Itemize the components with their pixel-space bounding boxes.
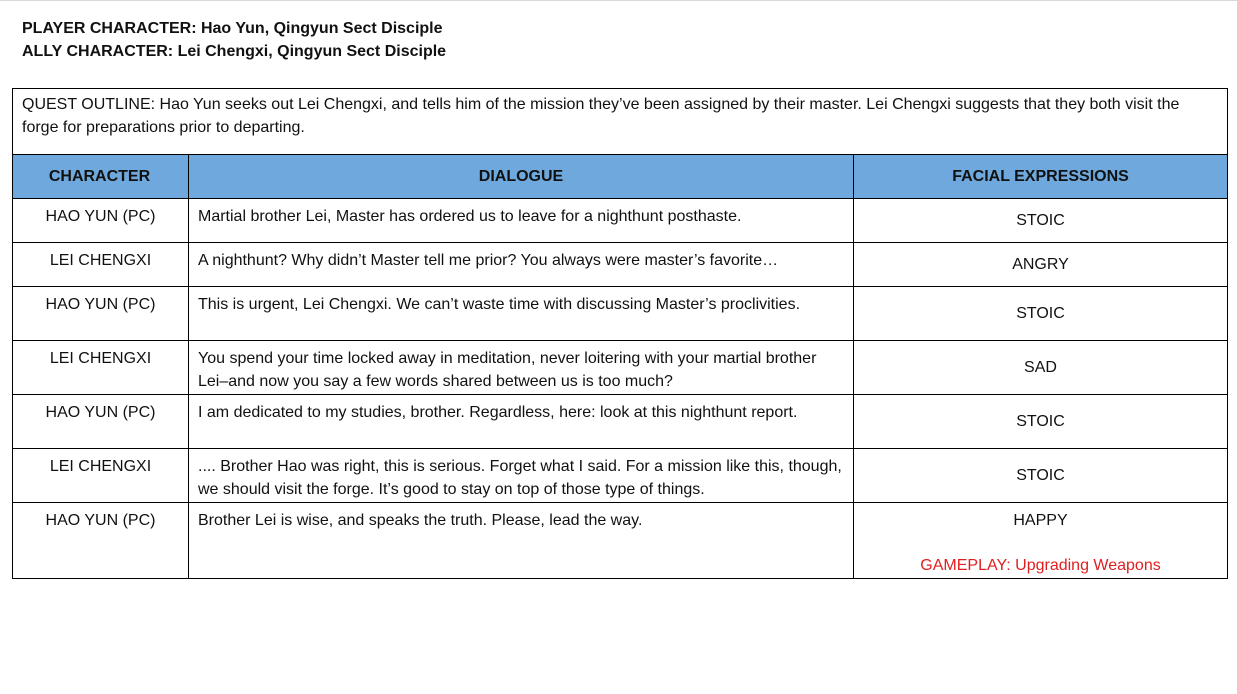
- table-header-row: [13, 155, 1228, 199]
- table-row: [13, 287, 1228, 341]
- expression-cell: STOIC: [854, 287, 1228, 341]
- expression-cell: STOIC: [854, 395, 1228, 449]
- gameplay-note: GAMEPLAY: Upgrading Weapons: [920, 557, 1161, 574]
- dialogue-cell: .... Brother Hao was right, this is serious. Forget what I said. For a mission like this, though, we should visit the forge. It’s good to stay on top of those type of things.: [189, 449, 854, 503]
- character-cell: HAO YUN (PC): [13, 199, 189, 243]
- character-cell: HAO YUN (PC): [13, 287, 189, 341]
- character-cell: LEI CHENGXI: [13, 449, 189, 503]
- expression-cell: ANGRY: [854, 243, 1228, 287]
- table-row: [13, 503, 1228, 579]
- column-header-dialogue: DIALOGUE: [189, 155, 854, 199]
- table-row: [13, 243, 1228, 287]
- character-cell: LEI CHENGXI: [13, 243, 189, 287]
- dialogue-cell: Brother Lei is wise, and speaks the truth. Please, lead the way.: [189, 503, 854, 579]
- table-row: [13, 341, 1228, 395]
- quest-outline: QUEST OUTLINE: Hao Yun seeks out Lei Chengxi, and tells him of the mission they’ve been assigned by their master. Lei Chengxi suggests that they both visit the forge for preparations prior to departing.: [13, 89, 1228, 155]
- character-cell: LEI CHENGXI: [13, 341, 189, 395]
- column-header-character: CHARACTER: [13, 155, 189, 199]
- quest-outline-row: [13, 89, 1228, 155]
- expression-cell: STOIC: [854, 449, 1228, 503]
- expression-cell: SAD: [854, 341, 1228, 395]
- character-cell: HAO YUN (PC): [13, 395, 189, 449]
- table-row: [13, 449, 1228, 503]
- dialogue-cell: Martial brother Lei, Master has ordered us to leave for a nighthunt posthaste.: [189, 199, 854, 243]
- expression-label: HAPPY: [1013, 512, 1068, 529]
- table-row: [13, 395, 1228, 449]
- dialogue-cell: A nighthunt? Why didn’t Master tell me prior? You always were master’s favorite…: [189, 243, 854, 287]
- expression-cell: [854, 503, 1228, 579]
- page-top-rule: [0, 0, 1237, 1]
- character-cell: HAO YUN (PC): [13, 503, 189, 579]
- ally-character-line: ALLY CHARACTER: Lei Chengxi, Qingyun Sect Disciple: [22, 43, 447, 60]
- column-header-expression: FACIAL EXPRESSIONS: [854, 155, 1228, 199]
- dialogue-cell: You spend your time locked away in meditation, never loitering with your martial brother Lei–and now you say a few words shared between us is too much?: [189, 341, 854, 395]
- table-row: [13, 199, 1228, 243]
- dialogue-cell: I am dedicated to my studies, brother. Regardless, here: look at this nighthunt report.: [189, 395, 854, 449]
- dialogue-cell: This is urgent, Lei Chengxi. We can’t waste time with discussing Master’s proclivities.: [189, 287, 854, 341]
- player-character-line: PLAYER CHARACTER: Hao Yun, Qingyun Sect Disciple: [22, 20, 443, 37]
- expression-cell: STOIC: [854, 199, 1228, 243]
- character-header: [22, 17, 446, 63]
- quest-dialogue-table: [12, 88, 1228, 579]
